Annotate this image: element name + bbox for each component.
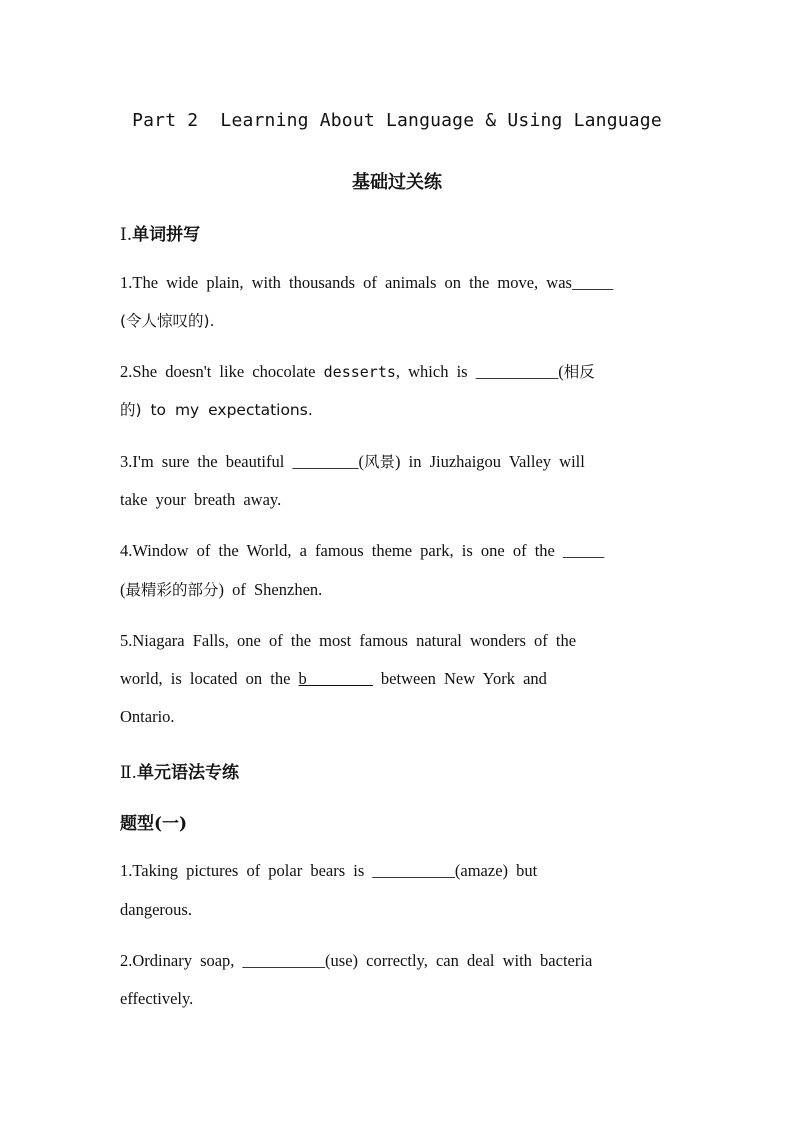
section-label: 单词拼写	[132, 225, 201, 245]
question-4-line-2	[120, 582, 675, 599]
text-run: 相反	[563, 363, 595, 381]
question-4-line-1: 4.Window of the World, a famous theme park, is one of the _____	[120, 541, 605, 560]
section-label: 单元语法专练	[136, 763, 239, 783]
text-run: (	[120, 580, 126, 599]
question-1-line-2	[120, 313, 675, 330]
grammar-2-line-1: 2.Ordinary soap, __________(use) correctly, can deal with bacteria	[120, 951, 593, 970]
question-3-line-2: take your breath away.	[120, 490, 282, 509]
text-run: world, is located on the	[120, 669, 299, 688]
question-2-line-2: 的) to my expectations.	[120, 401, 313, 419]
text-run: ) of Shenzhen.	[218, 580, 323, 599]
section-numeral: Ⅱ.	[120, 763, 137, 783]
question-3-line-1	[120, 454, 675, 471]
page-subtitle: 基础过关练	[352, 172, 442, 193]
section-heading-2	[120, 758, 239, 783]
text-run: , which is __________(	[395, 362, 564, 381]
text-run: between New York and	[372, 669, 547, 688]
text-run: 风景	[363, 453, 395, 471]
question-5-line-2	[120, 671, 675, 688]
page-title: Part 2 Learning About Language & Using Language	[132, 110, 662, 131]
question-2-line-1	[120, 364, 675, 381]
text-run: desserts	[323, 363, 396, 381]
grammar-2-line-2: effectively.	[120, 989, 194, 1008]
question-1-line-1: 1.The wide plain, with thousands of animals on the move, was_____	[120, 273, 614, 292]
grammar-1-line-1: 1.Taking pictures of polar bears is __________(amaze) but	[120, 861, 538, 880]
text-run: 最精彩的部分	[125, 581, 219, 599]
text-run: 2.She doesn't like chocolate	[120, 362, 324, 381]
question-5-line-3: Ontario.	[120, 707, 175, 726]
question-5-line-1: 5.Niagara Falls, one of the most famous natural wonders of the	[120, 631, 577, 650]
section-heading-1	[120, 220, 200, 245]
question-type-heading: 题型(一)	[120, 814, 188, 834]
section-numeral: Ⅰ.	[120, 225, 133, 245]
grammar-1-line-2: dangerous.	[120, 900, 192, 919]
question-1-hint: (令人惊叹的).	[120, 312, 215, 330]
blank-with-letter: b________	[298, 669, 373, 688]
text-run: 3.I'm sure the beautiful ________(	[120, 452, 364, 471]
text-run: ) in Jiuzhaigou Valley will	[394, 452, 585, 471]
